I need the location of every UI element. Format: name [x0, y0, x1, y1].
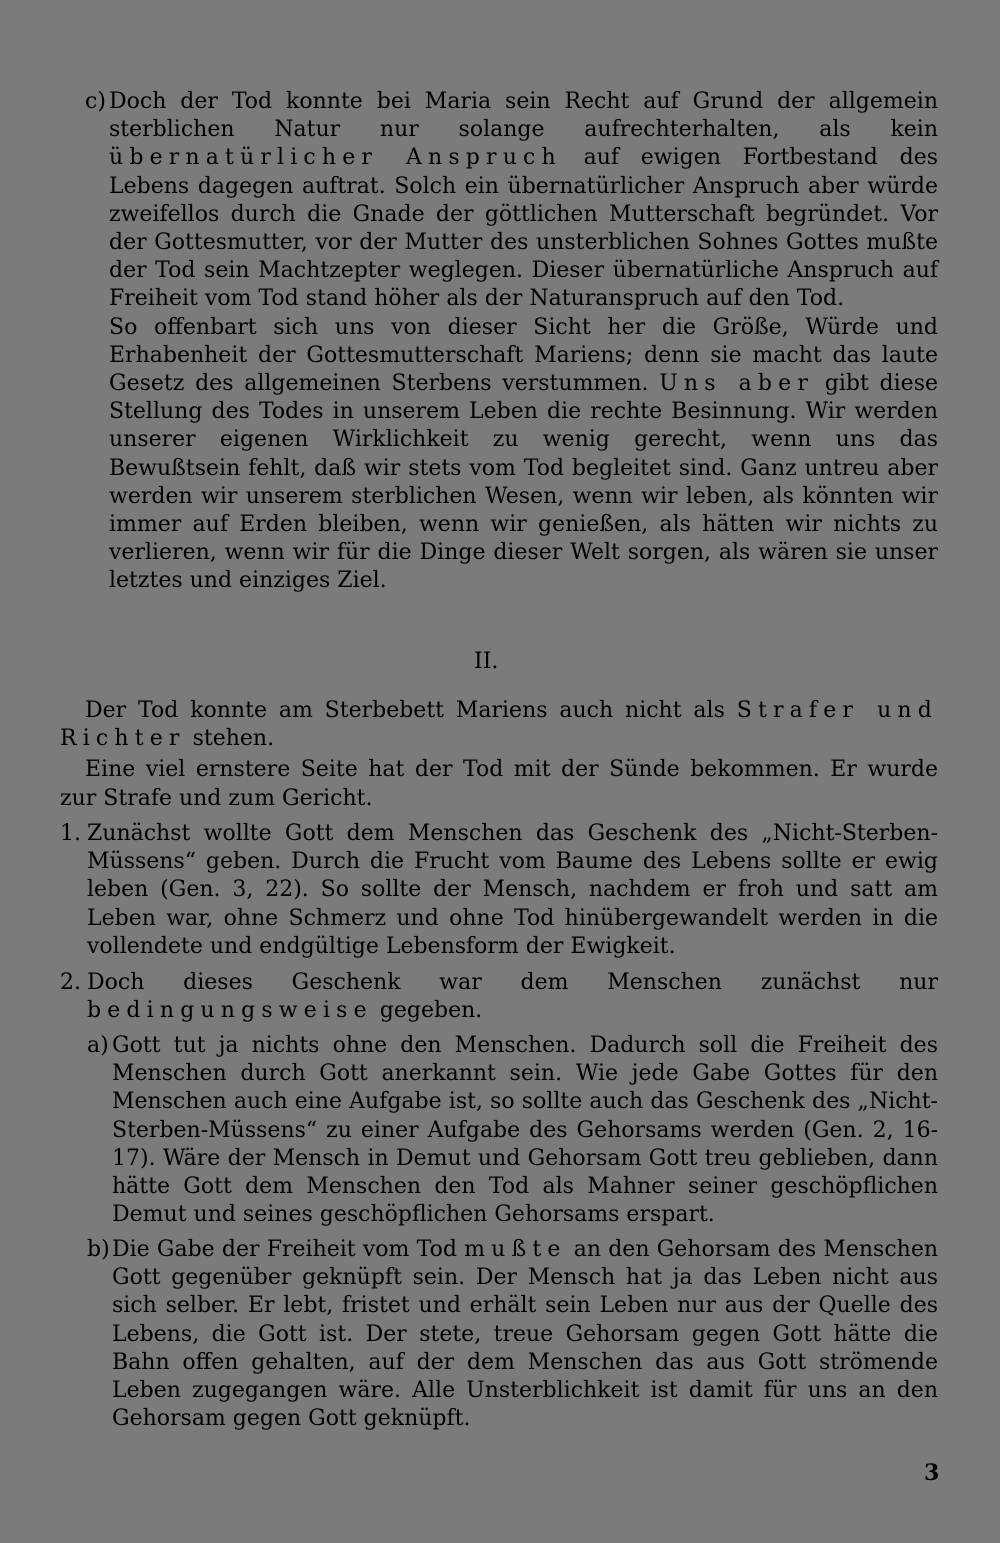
- spaced-emphasis: Strafer und Richter: [60, 698, 938, 752]
- text-run: gibt diese Stellung des Todes in unserem Leben die rechte Besinnung. Wir werden unserer eigenen Wirklichkeit zu wenig gerecht, wenn uns das Bewußtsein fehlt, daß wir stets vom Tod begleitet sind. Ganz untreu aber werden wir unserem sterblichen Wesen, wenn wir leben, als könnten wir immer auf Erden bleiben, wenn wir genießen, als hätten wir nichts zu verlieren, wenn wir für die Dinge dieser Welt sorgen, als wären sie unser letztes und einziges Ziel.: [109, 371, 939, 594]
- text-run: gegeben.: [372, 998, 483, 1024]
- item-label-2a: a): [87, 1033, 109, 1058]
- section-heading: II.: [474, 649, 499, 674]
- text-run: an den Gehorsam des Menschen Gott gegenüber geknüpft sein. Der Mensch hat ja das Leben nicht aus sich selber. Er lebt, fristet und erhält sein Leben nur aus der Quelle des Lebens, die Gott ist. Der stete, treue Gehorsam gegen Gott hätte die Bahn offen gehalten, auf der dem Menschen das aus Gott strömende Leben zugegangen wäre. Alle Unsterblichkeit ist damit für uns an den Gehorsam gegen Gott geknüpft.: [112, 1237, 939, 1432]
- text-run: stehen.: [185, 726, 275, 752]
- item-label-1: 1.: [60, 821, 81, 846]
- spaced-emphasis: übernatürlicher Anspruch: [109, 145, 562, 171]
- spaced-emphasis: Uns aber: [659, 371, 815, 397]
- item-2a-text: Gott tut ja nichts ohne den Menschen. Dadurch soll die Freiheit des Menschen durch Gott anerkannt sein. Wie jede Gabe Gottes für den Menschen auch eine Aufgabe ist, so sollte auch das Geschenk des „Nicht-Sterben-Müssens“ zu einer Aufgabe des Gehorsams werden (Gen. 2, 16-17). Wäre der Mensch in Demut und Gehorsam Gott treu geblieben, dann hätte Gott dem Menschen den Tod als Mahner seiner geschöpflichen Demut und seines geschöpflichen Gehorsams erspart.: [112, 1033, 938, 1228]
- text-run: Doch dieses Geschenk war dem Menschen zunächst nur: [87, 970, 938, 995]
- text-run: Die Gabe der Freiheit vom Tod: [112, 1237, 465, 1262]
- text-run: Doch der Tod konnte bei Maria sein Recht auf Grund der allgemein sterblichen Natur nur solange aufrechterhalten, als kein: [109, 89, 938, 143]
- item-2b-text: [112, 1236, 938, 1433]
- item-label-2b: b): [87, 1237, 110, 1262]
- paragraph: [109, 314, 938, 596]
- section-c-text: [109, 88, 938, 596]
- item-label-2: 2.: [60, 970, 81, 995]
- spaced-emphasis: bedingungsweise: [87, 998, 373, 1024]
- item-label-c: c): [85, 89, 106, 114]
- text-run: auf ewigen Fortbestand des Lebens dagegen auftrat. Solch ein übernatürlicher Anspruch aber würde zweifellos durch die Gnade der göttlichen Mutterschaft begründet. Vor der Gottesmutter, vor der Mutter des unsterblichen Sohnes Gottes mußte der Tod sein Machtzepter weglegen. Dieser übernatürliche Anspruch auf Freiheit vom Tod stand höher als der Naturanspruch auf den Tod.: [109, 145, 939, 312]
- paragraph: [109, 88, 938, 314]
- item-2-text: [87, 969, 938, 1025]
- intro-text: [60, 697, 938, 813]
- text-run: So offenbart sich uns von dieser Sicht her die Größe, Würde und Erhabenheit der Gottesmutterschaft Mariens; denn sie macht das laute Gesetz des allgemeinen Sterbens verstummen.: [109, 314, 938, 397]
- page-number: 3: [924, 1460, 940, 1486]
- spaced-emphasis: mußte: [464, 1237, 567, 1262]
- item-1-text: Zunächst wollte Gott dem Menschen das Geschenk des „Nicht-Sterben-Müssens“ geben. Durch die Frucht vom Baume des Lebens sollte er ewig leben (Gen. 3, 22). So sollte der Mensch, nachdem er froh und satt am Leben war, ohne Schmerz und ohne Tod hinübergewandelt werden in die vollendete und endgültige Lebensform der Ewigkeit.: [87, 821, 938, 959]
- text-run: Der Tod konnte am Sterbebett Mariens auch nicht als: [85, 698, 737, 723]
- paragraph: [60, 697, 938, 753]
- paragraph: Eine viel ernstere Seite hat der Tod mit der Sünde bekommen. Er wurde zur Strafe und zum Gericht.: [60, 757, 938, 811]
